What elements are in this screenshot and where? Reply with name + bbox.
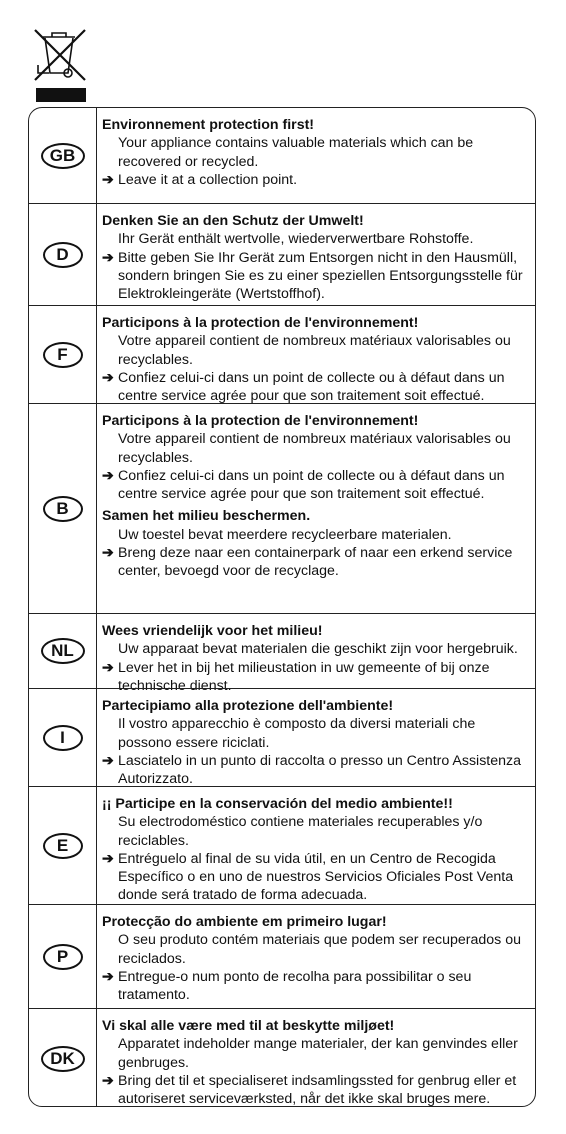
language-row-e	[29, 786, 535, 904]
language-text-cell	[102, 795, 529, 905]
language-text-cell	[102, 697, 529, 788]
section-description: Votre appareil contient de nombreux matériaux valorisables ou recyclables.	[118, 333, 511, 368]
language-code-badge: B	[43, 496, 83, 522]
language-code-cell	[29, 108, 97, 203]
language-row-i	[29, 688, 535, 786]
instruction-bullet: ➔ Leave it at a collection point.	[102, 171, 298, 188]
language-text-cell	[102, 212, 529, 303]
section-heading: Partecipiamo alla protezione dell'ambiente!	[102, 698, 394, 714]
arrow-right-icon: ➔	[102, 659, 114, 676]
arrow-right-icon: ➔	[102, 467, 114, 484]
instruction-bullet: ➔ Bitte geben Sie Ihr Gerät zum Entsorgen nicht in den Hausmüll, sondern bringen Sie es zu einer speziellen Entsorgungsstelle für Elektrokleingeräte (Wertstoffhof).	[102, 249, 523, 303]
language-row-f	[29, 305, 535, 403]
language-code-badge: F	[43, 342, 83, 368]
instruction-bullet: ➔ Lever het in bij het milieustation in uw gemeente of bij onze technische dienst.	[102, 659, 490, 694]
instruction-bullet: ➔ Confiez celui-ci dans un point de collecte ou à défaut dans un centre service agrée pour que son traitement soit effectué.	[102, 369, 505, 405]
section-description: Ihr Gerät enthält wertvolle, wiederverwertbare Rohstoffe.	[118, 231, 474, 248]
section-heading: Participons à la protection de l'environnement!	[102, 413, 419, 429]
language-code-badge: D	[43, 242, 83, 268]
language-code-badge: NL	[41, 638, 85, 664]
language-code-cell	[29, 204, 97, 305]
arrow-right-icon: ➔	[102, 850, 114, 867]
language-code-cell	[29, 787, 97, 904]
language-row-nl	[29, 613, 535, 694]
language-code-badge: P	[43, 944, 83, 970]
instruction-bullet: ➔ Confiez celui-ci dans un point de collecte ou à défaut dans un centre service agrée pour que son traitement soit effectué.	[102, 467, 505, 503]
language-code-cell	[29, 306, 97, 403]
arrow-right-icon: ➔	[102, 968, 114, 985]
section-description: Su electrodoméstico contiene materiales recuperables y/o reciclables.	[118, 814, 483, 849]
section-heading: Environnement protection first!	[102, 117, 315, 133]
instruction-bullet: ➔ Bring det til et specialiseret indsamlingssted for genbrug eller et autoriseret serviceværksted, når det ikke skal bruges mere.	[102, 1072, 517, 1107]
section-description: Apparatet indeholder mange materialer, der kan genvindes eller genbruges.	[118, 1036, 518, 1071]
language-code-cell	[29, 1009, 97, 1107]
language-text-cell	[102, 913, 529, 1004]
language-row-gb	[29, 108, 535, 203]
arrow-right-icon: ➔	[102, 171, 114, 188]
language-code-cell	[29, 905, 97, 1008]
language-text-cell	[102, 116, 529, 189]
section-description: Your appliance contains valuable materials which can be recovered or recycled.	[118, 135, 474, 170]
arrow-right-icon: ➔	[102, 545, 114, 562]
instruction-bullet: ➔ Entréguelo al final de su vida útil, en un Centro de Recogida Específico o en uno de nuestros Servicios Oficiales Post Venta donde será tratado de forma adecuada.	[102, 850, 514, 904]
section-description: Il vostro apparecchio è composto da diversi materiali che possono essere riciclati.	[118, 716, 476, 751]
language-code-cell	[29, 689, 97, 786]
language-text-cell	[102, 314, 529, 405]
language-row-d	[29, 203, 535, 305]
section-description: O seu produto contém materiais que podem ser recuperados ou reciclados.	[118, 932, 521, 967]
section-description: Uw toestel bevat meerdere recycleerbare materialen.	[118, 526, 452, 543]
instruction-bullet: ➔ Entregue-o num ponto de recolha para possibilitar o seu tratamento.	[102, 968, 472, 1004]
arrow-right-icon: ➔	[102, 369, 114, 386]
section-heading: Wees vriendelijk voor het milieu!	[102, 623, 323, 639]
underline-bar	[36, 88, 86, 102]
language-code-cell	[29, 614, 97, 688]
language-code-cell	[29, 404, 97, 613]
section-heading: ¡¡ Participe en la conservación del medio ambiente!!	[102, 796, 453, 812]
arrow-right-icon: ➔	[102, 1072, 114, 1089]
language-row-b	[29, 403, 535, 613]
instruction-bullet: ➔ Lasciatelo in un punto di raccolta o presso un Centro Assistenza Autorizzato.	[102, 752, 522, 788]
section-heading: Vi skal alle være med til at beskytte miljøet!	[102, 1018, 395, 1034]
language-text-cell	[102, 412, 529, 581]
language-row-dk	[29, 1008, 535, 1107]
disposal-info-table	[28, 107, 536, 1107]
language-row-p	[29, 904, 535, 1008]
instruction-bullet: ➔ Breng deze naar een containerpark of naar een erkend service center, bevoegd voor de recyclage.	[102, 545, 513, 580]
section-heading: Denken Sie an den Schutz der Umwelt!	[102, 213, 364, 229]
language-code-badge: I	[43, 725, 83, 751]
section-description: Uw apparaat bevat materialen die geschikt zijn voor hergebruik.	[118, 641, 518, 658]
language-code-badge: E	[43, 833, 83, 859]
arrow-right-icon: ➔	[102, 752, 114, 769]
section-description: Votre appareil contient de nombreux matériaux valorisables ou recyclables.	[118, 431, 511, 466]
section-heading: Participons à la protection de l'environnement!	[102, 315, 419, 331]
section-heading: Protecção do ambiente em primeiro lugar!	[102, 914, 387, 930]
section-heading: Samen het milieu beschermen.	[102, 508, 311, 525]
language-code-badge: GB	[41, 143, 85, 169]
language-text-cell	[102, 1017, 529, 1107]
arrow-right-icon: ➔	[102, 249, 114, 266]
language-code-badge: DK	[41, 1046, 85, 1072]
language-text-cell	[102, 622, 529, 695]
